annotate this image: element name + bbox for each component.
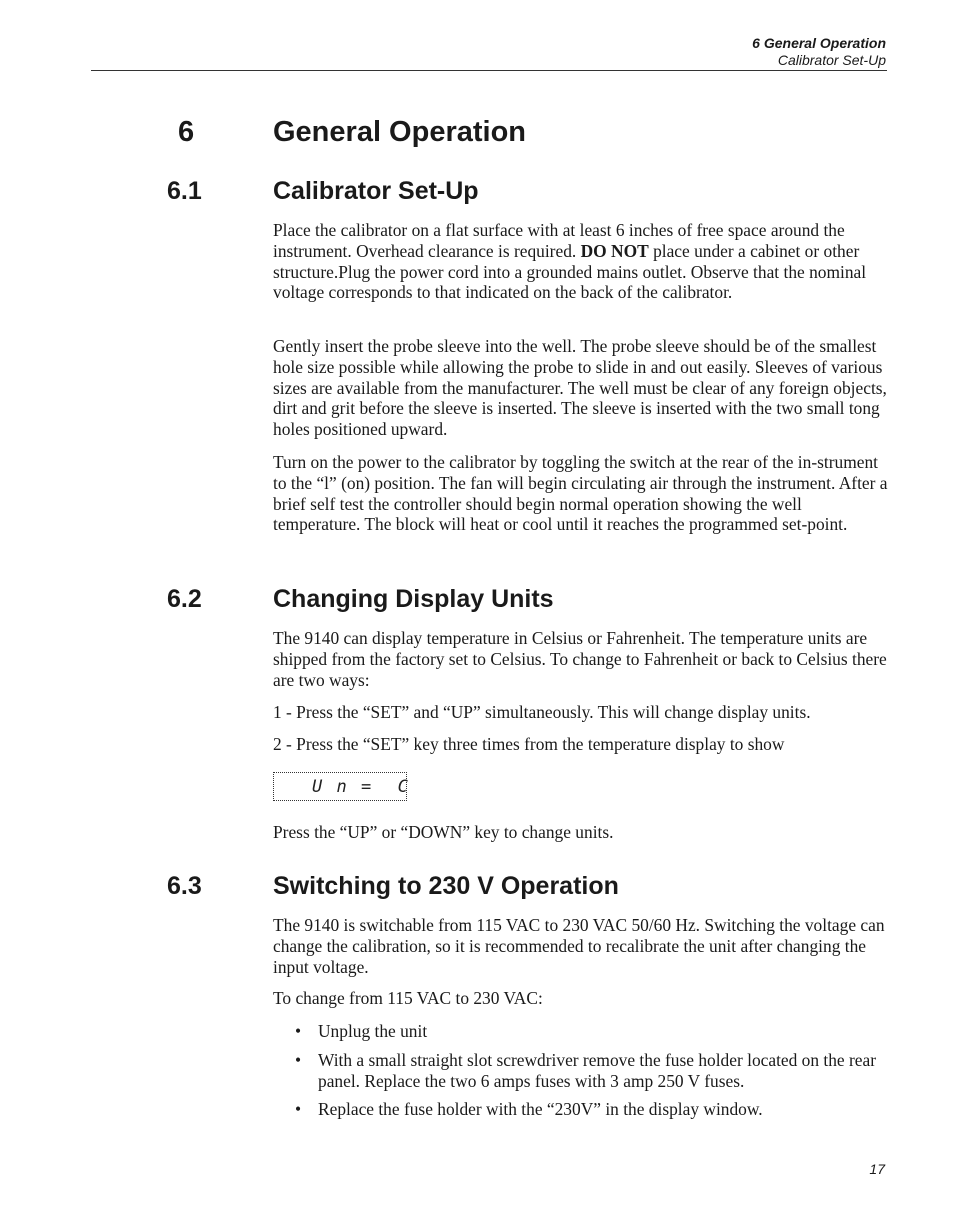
chapter-number: 6 xyxy=(178,116,195,148)
section-title: Changing Display Units xyxy=(273,585,554,613)
bullet-glyph: • xyxy=(295,1099,302,1119)
paragraph-method-1: 1 - Press the “SET” and “UP” simultaneously. This will change display units. xyxy=(273,702,811,722)
paragraph-probe-sleeve: Gently insert the probe sleeve into the well. The probe sleeve should be of the smallest hole size possible while allowing the probe to slide in and out easily. Sleeves of various sizes are available from the manufacturer. The well must be clear of any foreign objects, dirt and grit before the sleeve is inserted. The sleeve is inserted with the two small tong holes positioned upward. xyxy=(273,336,887,440)
paragraph-230v-intro: The 9140 is switchable from 115 VAC to 230 VAC 50/60 Hz. Switching the voltage can change the calibration, so it is recommended to recalibrate the unit after changing the input voltage. xyxy=(273,915,885,977)
section-number: 6.1 xyxy=(167,177,202,205)
section-title: Switching to 230 V Operation xyxy=(273,872,619,900)
section-title: Calibrator Set-Up xyxy=(273,177,479,205)
paragraph-change-units: Press the “UP” or “DOWN” key to change units. xyxy=(273,822,614,842)
paragraph-setup-placement xyxy=(273,220,888,303)
bullet-glyph: • xyxy=(295,1050,302,1070)
list-item-text: Unplug the unit xyxy=(318,1021,428,1041)
header-rule xyxy=(91,70,887,71)
display-readout-box xyxy=(273,772,410,801)
bullet-glyph: • xyxy=(295,1021,302,1041)
paragraph-display-units-intro: The 9140 can display temperature in Celsius or Fahrenheit. The temperature units are shipped from the factory set to Celsius. To change to Fahrenheit or back to Celsius there are two ways: xyxy=(273,628,887,690)
section-number: 6.3 xyxy=(167,872,202,900)
paragraph-method-2: 2 - Press the “SET” key three times from the temperature display to show xyxy=(273,734,785,754)
paragraph-power-on: Turn on the power to the calibrator by toggling the switch at the rear of the in-strument to the “l” (on) position. The fan will begin circulating air through the instrument. After a brief self test the controller should begin normal operation showing the well temperature. The block will heat or cool until it reaches the programmed set-point. xyxy=(273,452,888,535)
running-head-section: Calibrator Set-Up xyxy=(777,52,886,68)
warning-emphasis: DO NOT xyxy=(580,240,649,261)
list-item-text: With a small straight slot screwdriver remove the fuse holder located on the rear panel. Replace the two 6 amps fuses with 3 amp 250 V fuses. xyxy=(318,1050,877,1091)
section-number: 6.2 xyxy=(167,585,202,613)
running-head-chapter: 6 General Operation xyxy=(752,35,886,51)
display-readout-text: U n = C xyxy=(312,777,410,797)
page-number: 17 xyxy=(869,1161,885,1177)
paragraph-text: Place the calibrator on a flat surface with at least 6 inches of free space around the instrument. Overhead clearance is required. xyxy=(273,220,845,261)
running-head xyxy=(752,35,886,69)
list-item-text: Replace the fuse holder with the “230V” in the display window. xyxy=(318,1099,763,1119)
chapter-title: General Operation xyxy=(273,116,527,148)
paragraph-text: place under a cabinet or other structure.Plug the power cord into a grounded mains outlet. Observe that the nominal voltage corresponds to that indicated on the back of the calibrator. xyxy=(273,240,867,303)
paragraph-230v-steps-intro: To change from 115 VAC to 230 VAC: xyxy=(273,988,543,1008)
